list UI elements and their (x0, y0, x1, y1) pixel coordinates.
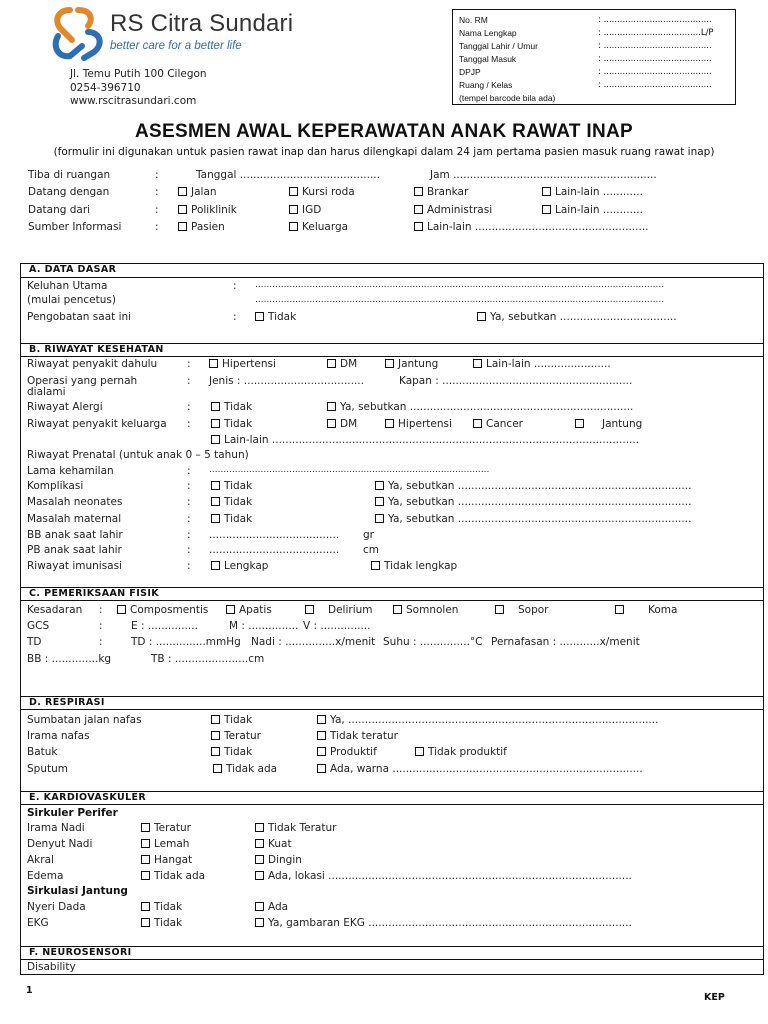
checkbox[interactable] (327, 419, 336, 428)
id-label: DPJP (459, 67, 481, 77)
option-tidak[interactable] (141, 901, 182, 913)
vitals-label: TD (27, 636, 42, 648)
checkbox[interactable] (211, 402, 220, 411)
colon: : (155, 221, 159, 233)
option-label: Ada, lokasi ........................................................................................... (268, 870, 632, 882)
brand-tagline: better care for a better life (110, 40, 242, 52)
option-tidak[interactable] (211, 496, 252, 508)
arrival-date-field[interactable]: Tanggal .......................................... (196, 169, 380, 181)
option-ya-sebutkan[interactable] (375, 513, 691, 525)
checkbox[interactable] (211, 561, 220, 570)
checkbox[interactable] (289, 187, 298, 196)
birth-weight-label: BB anak saat lahir (27, 529, 123, 541)
id-value: : ....................................L/P (598, 28, 714, 38)
option-ya-sebutkan[interactable] (375, 496, 691, 508)
checkbox[interactable] (141, 855, 150, 864)
option-label: Tidak (224, 496, 253, 508)
checkbox[interactable] (211, 481, 220, 490)
maternal-problem-label: Masalah maternal (27, 513, 122, 525)
option-tidak[interactable] (141, 917, 182, 929)
section-b-header: B. RIWAYAT KESEHATAN (21, 343, 763, 357)
option-somnolen[interactable] (393, 604, 458, 616)
acral-label: Akral (27, 854, 54, 866)
option-label: Ada, warna ........................................................................... (330, 763, 643, 775)
option-tidak-ada[interactable] (141, 870, 205, 882)
option-label: Ya, ............................................................................................. (330, 714, 659, 726)
info-source-label: Sumber Informasi (28, 221, 122, 233)
checkbox[interactable] (317, 747, 326, 756)
option-label: Teratur (154, 822, 191, 834)
page-subtitle: (formulir ini digunakan untuk pasien rawat inap dan harus dilengkapi dalam 24 jam pertama pasien masuk ruang rawat inap) (53, 146, 715, 158)
birth-length-label: PB anak saat lahir (27, 544, 122, 556)
option-label: Teratur (224, 730, 261, 742)
option-lengkap[interactable] (211, 560, 268, 572)
pregnancy-length-field[interactable]: .................................................................................................. (209, 465, 490, 475)
option-label: Ya, gambaran EKG ............................................................................... (268, 917, 632, 929)
consciousness-label: Kesadaran (27, 604, 83, 616)
option-lain-lain[interactable] (211, 434, 639, 446)
allergy-label: Riwayat Alergi (27, 401, 103, 413)
option-lemah[interactable] (141, 838, 189, 850)
checkbox[interactable] (209, 359, 218, 368)
option-composmentis[interactable] (117, 604, 208, 616)
colon: : (187, 480, 191, 492)
option-kuat[interactable] (255, 838, 292, 850)
colon: : (233, 311, 237, 323)
colon: : (233, 280, 237, 292)
form-code: KEP (704, 992, 725, 1003)
option-label: Brankar (427, 186, 469, 198)
option-label: Tidak (268, 311, 297, 323)
option-ada-warna[interactable] (317, 763, 643, 775)
arrival-time-field[interactable]: Jam ............................................................. (430, 169, 657, 181)
option-label: Koma (648, 604, 678, 616)
checkbox[interactable] (385, 419, 394, 428)
checkbox[interactable] (327, 359, 336, 368)
option-hangat[interactable] (141, 854, 192, 866)
checkbox[interactable] (305, 605, 314, 614)
option-brankar[interactable] (414, 186, 468, 198)
checkbox[interactable] (289, 205, 298, 214)
option-cancer[interactable] (473, 418, 523, 430)
checkbox[interactable] (317, 764, 326, 773)
option-label: Apatis (239, 604, 272, 616)
address-street: Jl. Temu Putih 100 Cilegon (70, 68, 207, 80)
page-number: 1 (26, 985, 33, 996)
option-label: Tidak (224, 401, 253, 413)
checkbox[interactable] (213, 764, 222, 773)
past-illness-label: Riwayat penyakit dahulu (27, 358, 158, 370)
colon: : (155, 186, 159, 198)
checkbox[interactable] (178, 205, 187, 214)
option-label: DM (340, 358, 358, 370)
checkbox[interactable] (255, 839, 264, 848)
colon: : (99, 636, 103, 648)
gcs-verbal-field[interactable]: V : ............... (303, 620, 371, 632)
option-pasien[interactable] (178, 221, 225, 233)
option-label: Lain-lain .................................................... (427, 221, 649, 233)
option-label: Kursi roda (302, 186, 355, 198)
option-tidak-teratur[interactable] (255, 822, 336, 834)
checkbox[interactable] (542, 187, 551, 196)
checkbox[interactable] (117, 605, 126, 614)
hospital-logo-icon (48, 6, 118, 64)
checkbox[interactable] (141, 839, 150, 848)
id-label: Tanggal Masuk (459, 54, 517, 64)
option-dingin[interactable] (255, 854, 302, 866)
option-jalan[interactable] (178, 186, 217, 198)
option-hipertensi[interactable] (385, 418, 452, 430)
option-jantung[interactable] (385, 358, 438, 370)
option-label: Hipertensi (222, 358, 276, 370)
option-ada-lokasi[interactable] (255, 870, 632, 882)
checkbox[interactable] (141, 918, 150, 927)
option-teratur[interactable] (211, 730, 261, 742)
option-label: Delirium (328, 604, 373, 616)
checkbox[interactable] (211, 747, 220, 756)
option-label: Ada (268, 901, 289, 913)
surgery-type-field[interactable]: Jenis : .................................... (209, 375, 364, 387)
id-label: Ruang / Kelas (459, 80, 513, 90)
option-tidak[interactable] (211, 418, 252, 430)
onset-label: (mulai pencetus) (27, 294, 116, 306)
colon: : (187, 375, 191, 387)
option-label: IGD (302, 204, 322, 216)
immunization-label: Riwayat imunisasi (27, 560, 123, 572)
option-label: DM (340, 418, 358, 430)
option-tidak-produktif[interactable] (415, 746, 507, 758)
option-label: Tidak (224, 480, 253, 492)
option-tidak[interactable] (211, 513, 252, 525)
pulse-rhythm-label: Irama Nadi (27, 822, 85, 834)
colon: : (155, 169, 159, 181)
gcs-eye-field[interactable]: E : ............... (131, 620, 198, 632)
option-keluarga[interactable] (289, 221, 348, 233)
id-value: : ........................................ (598, 15, 712, 25)
option-tidak-lengkap[interactable] (371, 560, 457, 572)
address-website: www.rscitrasundari.com (70, 95, 197, 107)
option-ya-sebutkan[interactable] (477, 311, 677, 323)
page-title: ASESMEN AWAL KEPERAWATAN ANAK RAWAT INAP (135, 121, 633, 142)
sputum-label: Sputum (27, 763, 68, 775)
checkbox[interactable] (495, 605, 504, 614)
checkbox[interactable] (473, 359, 482, 368)
option-label: Tidak (224, 746, 253, 758)
option-label: Tidak ada (154, 870, 206, 882)
option-label: Tidak produktif (428, 746, 507, 758)
checkbox[interactable] (255, 855, 264, 864)
brand-name: RS Citra Sundari (110, 10, 294, 37)
birth-weight-field[interactable]: ....................................... (209, 529, 340, 541)
option-lain-lain[interactable] (542, 186, 643, 198)
option-igd[interactable] (289, 204, 321, 216)
option-label: Jantung (398, 358, 439, 370)
colon: : (187, 418, 191, 430)
unit-cm: cm (363, 544, 380, 556)
option-label: Cancer (486, 418, 523, 430)
gcs-label: GCS (27, 620, 50, 632)
blood-pressure-field[interactable]: TD : ...............mmHg (131, 636, 241, 648)
colon: : (99, 620, 103, 632)
id-value: : ........................................ (598, 67, 712, 77)
id-label: (tempel barcode bila ada) (459, 93, 556, 103)
colon: : (187, 513, 191, 525)
checkbox[interactable] (211, 731, 220, 740)
checkbox[interactable] (414, 205, 423, 214)
id-value: : ........................................ (598, 41, 712, 51)
option-label: Tidak (154, 901, 183, 913)
checkbox[interactable] (211, 715, 220, 724)
complication-label: Komplikasi (27, 480, 84, 492)
option-label: Somnolen (406, 604, 459, 616)
edema-label: Edema (27, 870, 64, 882)
option-lain-lain[interactable] (414, 221, 648, 233)
option-label: Tidak (154, 917, 183, 929)
current-medication-label: Pengobatan saat ini (27, 311, 132, 323)
option-label: Lain-lain ............ (555, 186, 643, 198)
chief-complaint-field[interactable]: ............................................................................................................................................... (255, 295, 665, 305)
checkbox[interactable] (317, 715, 326, 724)
option-sopor[interactable] (495, 604, 549, 616)
section-e-header: E. KARDIOVASKULER (21, 791, 763, 805)
address-phone: 0254-396710 (70, 82, 141, 94)
option-label: Jantung (602, 418, 643, 430)
option-delirium[interactable] (305, 604, 373, 616)
airway-obstruction-label: Sumbatan jalan nafas (27, 714, 142, 726)
option-label: Ya, sebutkan ...................................................................... (388, 513, 692, 525)
id-label: Nama Lengkap (459, 28, 517, 38)
option-hipertensi[interactable] (209, 358, 276, 370)
checkbox[interactable] (375, 514, 384, 523)
checkbox[interactable] (317, 731, 326, 740)
option-jantung[interactable] (575, 418, 642, 430)
option-label: Keluarga (302, 221, 349, 233)
option-label: Jalan (191, 186, 217, 198)
arrival-label: Tiba di ruangan (28, 169, 111, 181)
checkbox[interactable] (415, 747, 424, 756)
checkbox[interactable] (414, 222, 423, 231)
colon: : (155, 204, 159, 216)
breathing-rhythm-label: Irama nafas (27, 730, 90, 742)
peripheral-circulation-heading: Sirkuler Perifer (27, 807, 118, 819)
option-label: Tidak (224, 714, 253, 726)
option-label: Lengkap (224, 560, 269, 572)
unit-gram: gr (363, 529, 374, 541)
cardiac-circulation-heading: Sirkulasi Jantung (27, 885, 128, 897)
option-label: Lemah (154, 838, 190, 850)
pulse-field[interactable]: Nadi : ...............x/menit (251, 636, 376, 648)
colon: : (99, 604, 103, 616)
gcs-motor-field[interactable]: M : ............... (229, 620, 299, 632)
option-apatis[interactable] (226, 604, 272, 616)
checkbox[interactable] (477, 312, 486, 321)
option-poliklinik[interactable] (178, 204, 237, 216)
weight-field[interactable]: BB : ..............kg (27, 653, 112, 665)
neonatal-problem-label: Masalah neonates (27, 496, 123, 508)
checkbox[interactable] (385, 359, 394, 368)
colon: : (187, 358, 191, 370)
surgery-label: Operasi yang pernah (27, 375, 138, 387)
temperature-field[interactable]: Suhu : ...............°C (383, 636, 483, 648)
section-a-header: A. DATA DASAR (21, 264, 763, 278)
checkbox[interactable] (141, 871, 150, 880)
option-label: Ya, sebutkan ...................................................................... (388, 496, 692, 508)
chest-pain-label: Nyeri Dada (27, 901, 86, 913)
option-administrasi[interactable] (414, 204, 492, 216)
option-label: Sopor (518, 604, 549, 616)
height-field[interactable]: TB : ......................cm (151, 653, 265, 665)
option-ya-sebutkan[interactable] (327, 401, 633, 413)
option-produktif[interactable] (317, 746, 377, 758)
option-label: Hipertensi (398, 418, 452, 430)
checkbox[interactable] (211, 497, 220, 506)
option-kursi-roda[interactable] (289, 186, 355, 198)
option-label: Lain-lain ....................... (486, 358, 611, 370)
checkbox[interactable] (255, 871, 264, 880)
checkbox[interactable] (371, 561, 380, 570)
section-d-header: D. RESPIRASI (21, 696, 763, 710)
checkbox[interactable] (575, 419, 584, 428)
option-label: Kuat (268, 838, 292, 850)
checkbox[interactable] (542, 205, 551, 214)
pregnancy-length-label: Lama kehamilan (27, 465, 114, 477)
arrival-mode-label: Datang dengan (28, 186, 110, 198)
option-koma[interactable] (615, 604, 677, 616)
option-label: Tidak (224, 513, 253, 525)
id-label: Tanggal Lahir / Umur (459, 41, 538, 51)
cough-label: Batuk (27, 746, 58, 758)
option-tidak[interactable] (211, 401, 252, 413)
checkbox[interactable] (393, 605, 402, 614)
checkbox[interactable] (226, 605, 235, 614)
colon: : (187, 401, 191, 413)
option-label: Poliklinik (191, 204, 237, 216)
option-lain-lain[interactable] (542, 204, 643, 216)
colon: : (187, 529, 191, 541)
colon: : (187, 544, 191, 556)
checkbox[interactable] (141, 823, 150, 832)
chief-complaint-label: Keluhan Utama (27, 280, 108, 292)
checkbox[interactable] (255, 918, 264, 927)
option-label: Dingin (268, 854, 302, 866)
option-tidak[interactable] (211, 480, 252, 492)
option-tidak-ada[interactable] (213, 763, 277, 775)
option-ada[interactable] (255, 901, 288, 913)
disability-label: Disability (27, 961, 76, 973)
checkbox[interactable] (211, 514, 220, 523)
surgery-label-cont: dialami (27, 386, 66, 398)
respiration-field[interactable]: Pernafasan : ............x/menit (491, 636, 640, 648)
checkbox[interactable] (211, 419, 220, 428)
arrival-source-label: Datang dari (28, 204, 91, 216)
option-ya-sebutkan[interactable] (375, 480, 691, 492)
checkbox[interactable] (141, 902, 150, 911)
assessment-form (20, 263, 764, 975)
option-label: Tidak teratur (330, 730, 398, 742)
surgery-when-field[interactable]: Kapan : ......................................................... (399, 375, 633, 387)
colon: : (187, 496, 191, 508)
chief-complaint-field[interactable]: ............................................................................................................................................... (255, 280, 665, 290)
birth-length-field[interactable]: ....................................... (209, 544, 340, 556)
option-label: Lain-lain ............ (555, 204, 643, 216)
option-tidak-teratur[interactable] (317, 730, 398, 742)
colon: : (187, 560, 191, 572)
checkbox[interactable] (414, 187, 423, 196)
option-label: Produktif (330, 746, 377, 758)
checkbox[interactable] (255, 823, 264, 832)
checkbox[interactable] (473, 419, 482, 428)
option-label: Tidak lengkap (384, 560, 458, 572)
option-lain-lain[interactable] (473, 358, 611, 370)
section-c-header: C. PEMERIKSAAN FISIK (21, 587, 763, 601)
checkbox[interactable] (178, 187, 187, 196)
option-label: Composmentis (130, 604, 209, 616)
pulse-strength-label: Denyut Nadi (27, 838, 93, 850)
section-f-header: F. NEUROSENSORI (21, 946, 763, 960)
checkbox[interactable] (327, 402, 336, 411)
option-label: Tidak Teratur (268, 822, 337, 834)
id-value: : ........................................ (598, 54, 712, 64)
checkbox[interactable] (255, 902, 264, 911)
id-label: No. RM (459, 15, 488, 25)
prenatal-history-label: Riwayat Prenatal (untuk anak 0 – 5 tahun) (27, 449, 249, 461)
option-tidak[interactable] (211, 714, 252, 726)
checkbox[interactable] (375, 481, 384, 490)
option-label: Lain-lain .............................................................................................................. (224, 434, 640, 446)
option-label: Ya, sebutkan ................................................................... (340, 401, 634, 413)
option-teratur[interactable] (141, 822, 191, 834)
option-label: Pasien (191, 221, 225, 233)
option-tidak[interactable] (255, 311, 296, 323)
checkbox[interactable] (615, 605, 624, 614)
option-label: Tidak ada (226, 763, 278, 775)
option-ya-ekg[interactable] (255, 917, 632, 929)
option-tidak[interactable] (211, 746, 252, 758)
ekg-label: EKG (27, 917, 49, 929)
option-dm[interactable] (327, 358, 357, 370)
checkbox[interactable] (375, 497, 384, 506)
checkbox[interactable] (178, 222, 187, 231)
option-label: Ya, sebutkan ...................................................................... (388, 480, 692, 492)
checkbox[interactable] (255, 312, 264, 321)
checkbox[interactable] (289, 222, 298, 231)
colon: : (187, 465, 191, 477)
option-label: Ya, sebutkan ................................... (490, 311, 677, 323)
patient-id-box[interactable] (452, 9, 736, 105)
option-dm[interactable] (327, 418, 357, 430)
option-label: Administrasi (427, 204, 493, 216)
id-value: : ........................................ (598, 80, 712, 90)
checkbox[interactable] (211, 435, 220, 444)
option-ya[interactable] (317, 714, 658, 726)
family-history-label: Riwayat penyakit keluarga (27, 418, 167, 430)
option-label: Hangat (154, 854, 193, 866)
option-label: Tidak (224, 418, 253, 430)
